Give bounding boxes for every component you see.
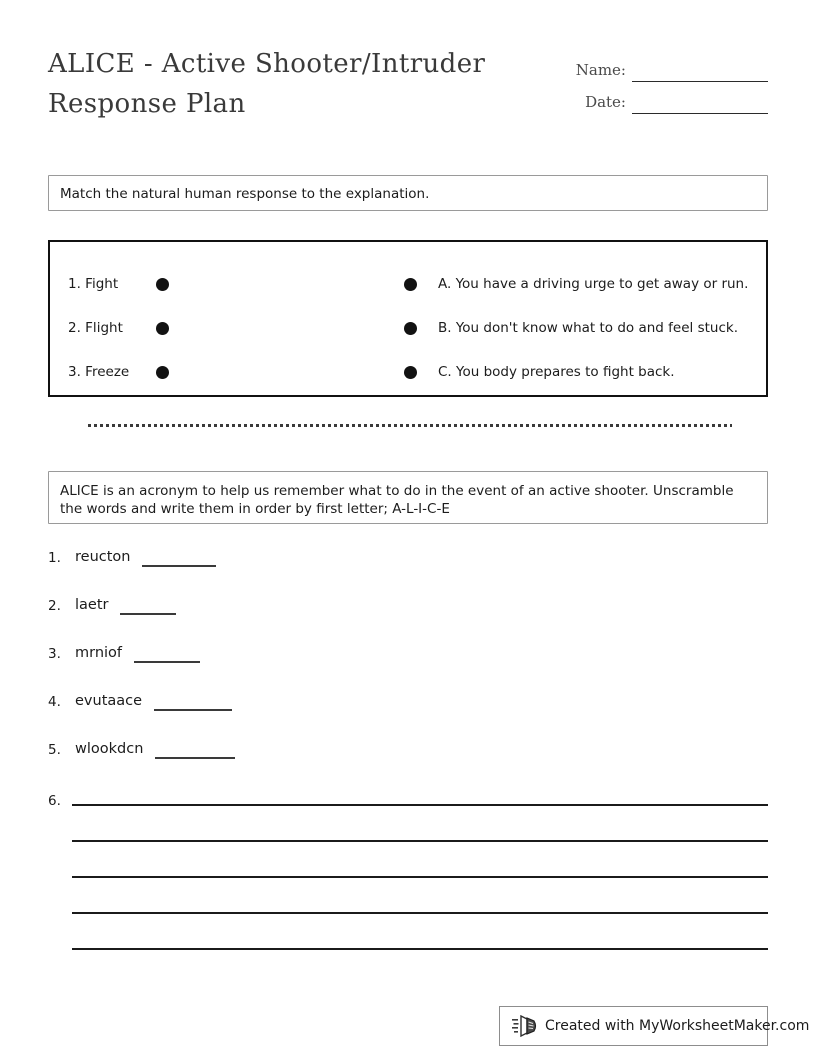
unscramble-item — [48, 596, 768, 644]
dotted-cut-line — [88, 424, 732, 427]
unscramble-answer-blank[interactable] — [134, 644, 200, 663]
matching-exercise-box — [48, 240, 768, 397]
date-row — [518, 82, 768, 114]
unscramble-word: reucton — [75, 549, 131, 565]
unscramble-number: 5. — [48, 742, 61, 758]
free-response-line[interactable] — [72, 948, 768, 950]
match-left-label: 1. Fight — [68, 276, 119, 292]
unscramble-word: laetr — [75, 597, 109, 613]
match-left-dot-icon[interactable] — [156, 366, 169, 379]
free-response-number: 6. — [48, 793, 61, 809]
unscramble-item — [48, 644, 768, 692]
unscramble-answer-blank[interactable] — [155, 740, 235, 759]
free-response-line[interactable] — [72, 840, 768, 842]
name-date-block — [518, 50, 768, 114]
unscramble-item — [48, 548, 768, 596]
unscramble-number: 4. — [48, 694, 61, 710]
unscramble-number: 3. — [48, 646, 61, 662]
unscramble-word: evutaace — [75, 693, 143, 709]
match-left-dot-icon[interactable] — [156, 278, 169, 291]
unscramble-answer-blank[interactable] — [142, 548, 216, 567]
match-right-label: C. You body prepares to fight back. — [438, 364, 675, 380]
match-right-label: A. You have a driving urge to get away or run. — [438, 276, 749, 292]
unscramble-word: wlookdcn — [75, 741, 144, 757]
name-row — [518, 50, 768, 82]
match-left-dot-icon[interactable] — [156, 322, 169, 335]
footer-attribution-text: Created with MyWorksheetMaker.com — [545, 1018, 810, 1034]
instruction-text-unscramble: ALICE is an acronym to help us remember what to do in the event of an active shooter. Unscramble the words and write them in order by first letter; A-L-I-C-E — [60, 483, 734, 517]
instruction-text-matching: Match the natural human response to the explanation. — [60, 186, 430, 202]
page-title: ALICE - Active Shooter/Intruder Response Plan — [48, 49, 486, 119]
date-label: Date: — [585, 93, 626, 111]
unscramble-word: mrniof — [75, 645, 123, 661]
matching-row — [50, 306, 766, 350]
free-response-line[interactable] — [72, 804, 768, 806]
unscramble-number: 1. — [48, 550, 61, 566]
free-response-line[interactable] — [72, 912, 768, 914]
unscramble-number: 2. — [48, 598, 61, 614]
free-response-line[interactable] — [72, 876, 768, 878]
unscramble-item — [48, 740, 768, 788]
footer-attribution-badge[interactable] — [499, 1006, 810, 1046]
match-left-label: 3. Freeze — [68, 364, 130, 380]
matching-row — [50, 262, 766, 306]
unscramble-list — [48, 548, 768, 788]
matching-rows — [50, 242, 766, 395]
worksheet-maker-logo-icon — [512, 1015, 538, 1037]
unscramble-item — [48, 692, 768, 740]
match-right-dot-icon[interactable] — [404, 366, 417, 379]
unscramble-answer-blank[interactable] — [154, 692, 232, 711]
page-header — [48, 44, 768, 134]
instruction-box-matching — [48, 175, 768, 211]
match-left-label: 2. Flight — [68, 320, 123, 336]
name-input-line[interactable] — [632, 61, 768, 82]
unscramble-answer-blank[interactable] — [120, 596, 176, 615]
match-right-dot-icon[interactable] — [404, 322, 417, 335]
matching-row — [50, 350, 766, 394]
match-right-dot-icon[interactable] — [404, 278, 417, 291]
date-input-line[interactable] — [632, 93, 768, 114]
match-right-label: B. You don't know what to do and feel stuck. — [438, 320, 738, 336]
name-label: Name: — [575, 61, 626, 79]
instruction-box-unscramble — [48, 471, 768, 524]
